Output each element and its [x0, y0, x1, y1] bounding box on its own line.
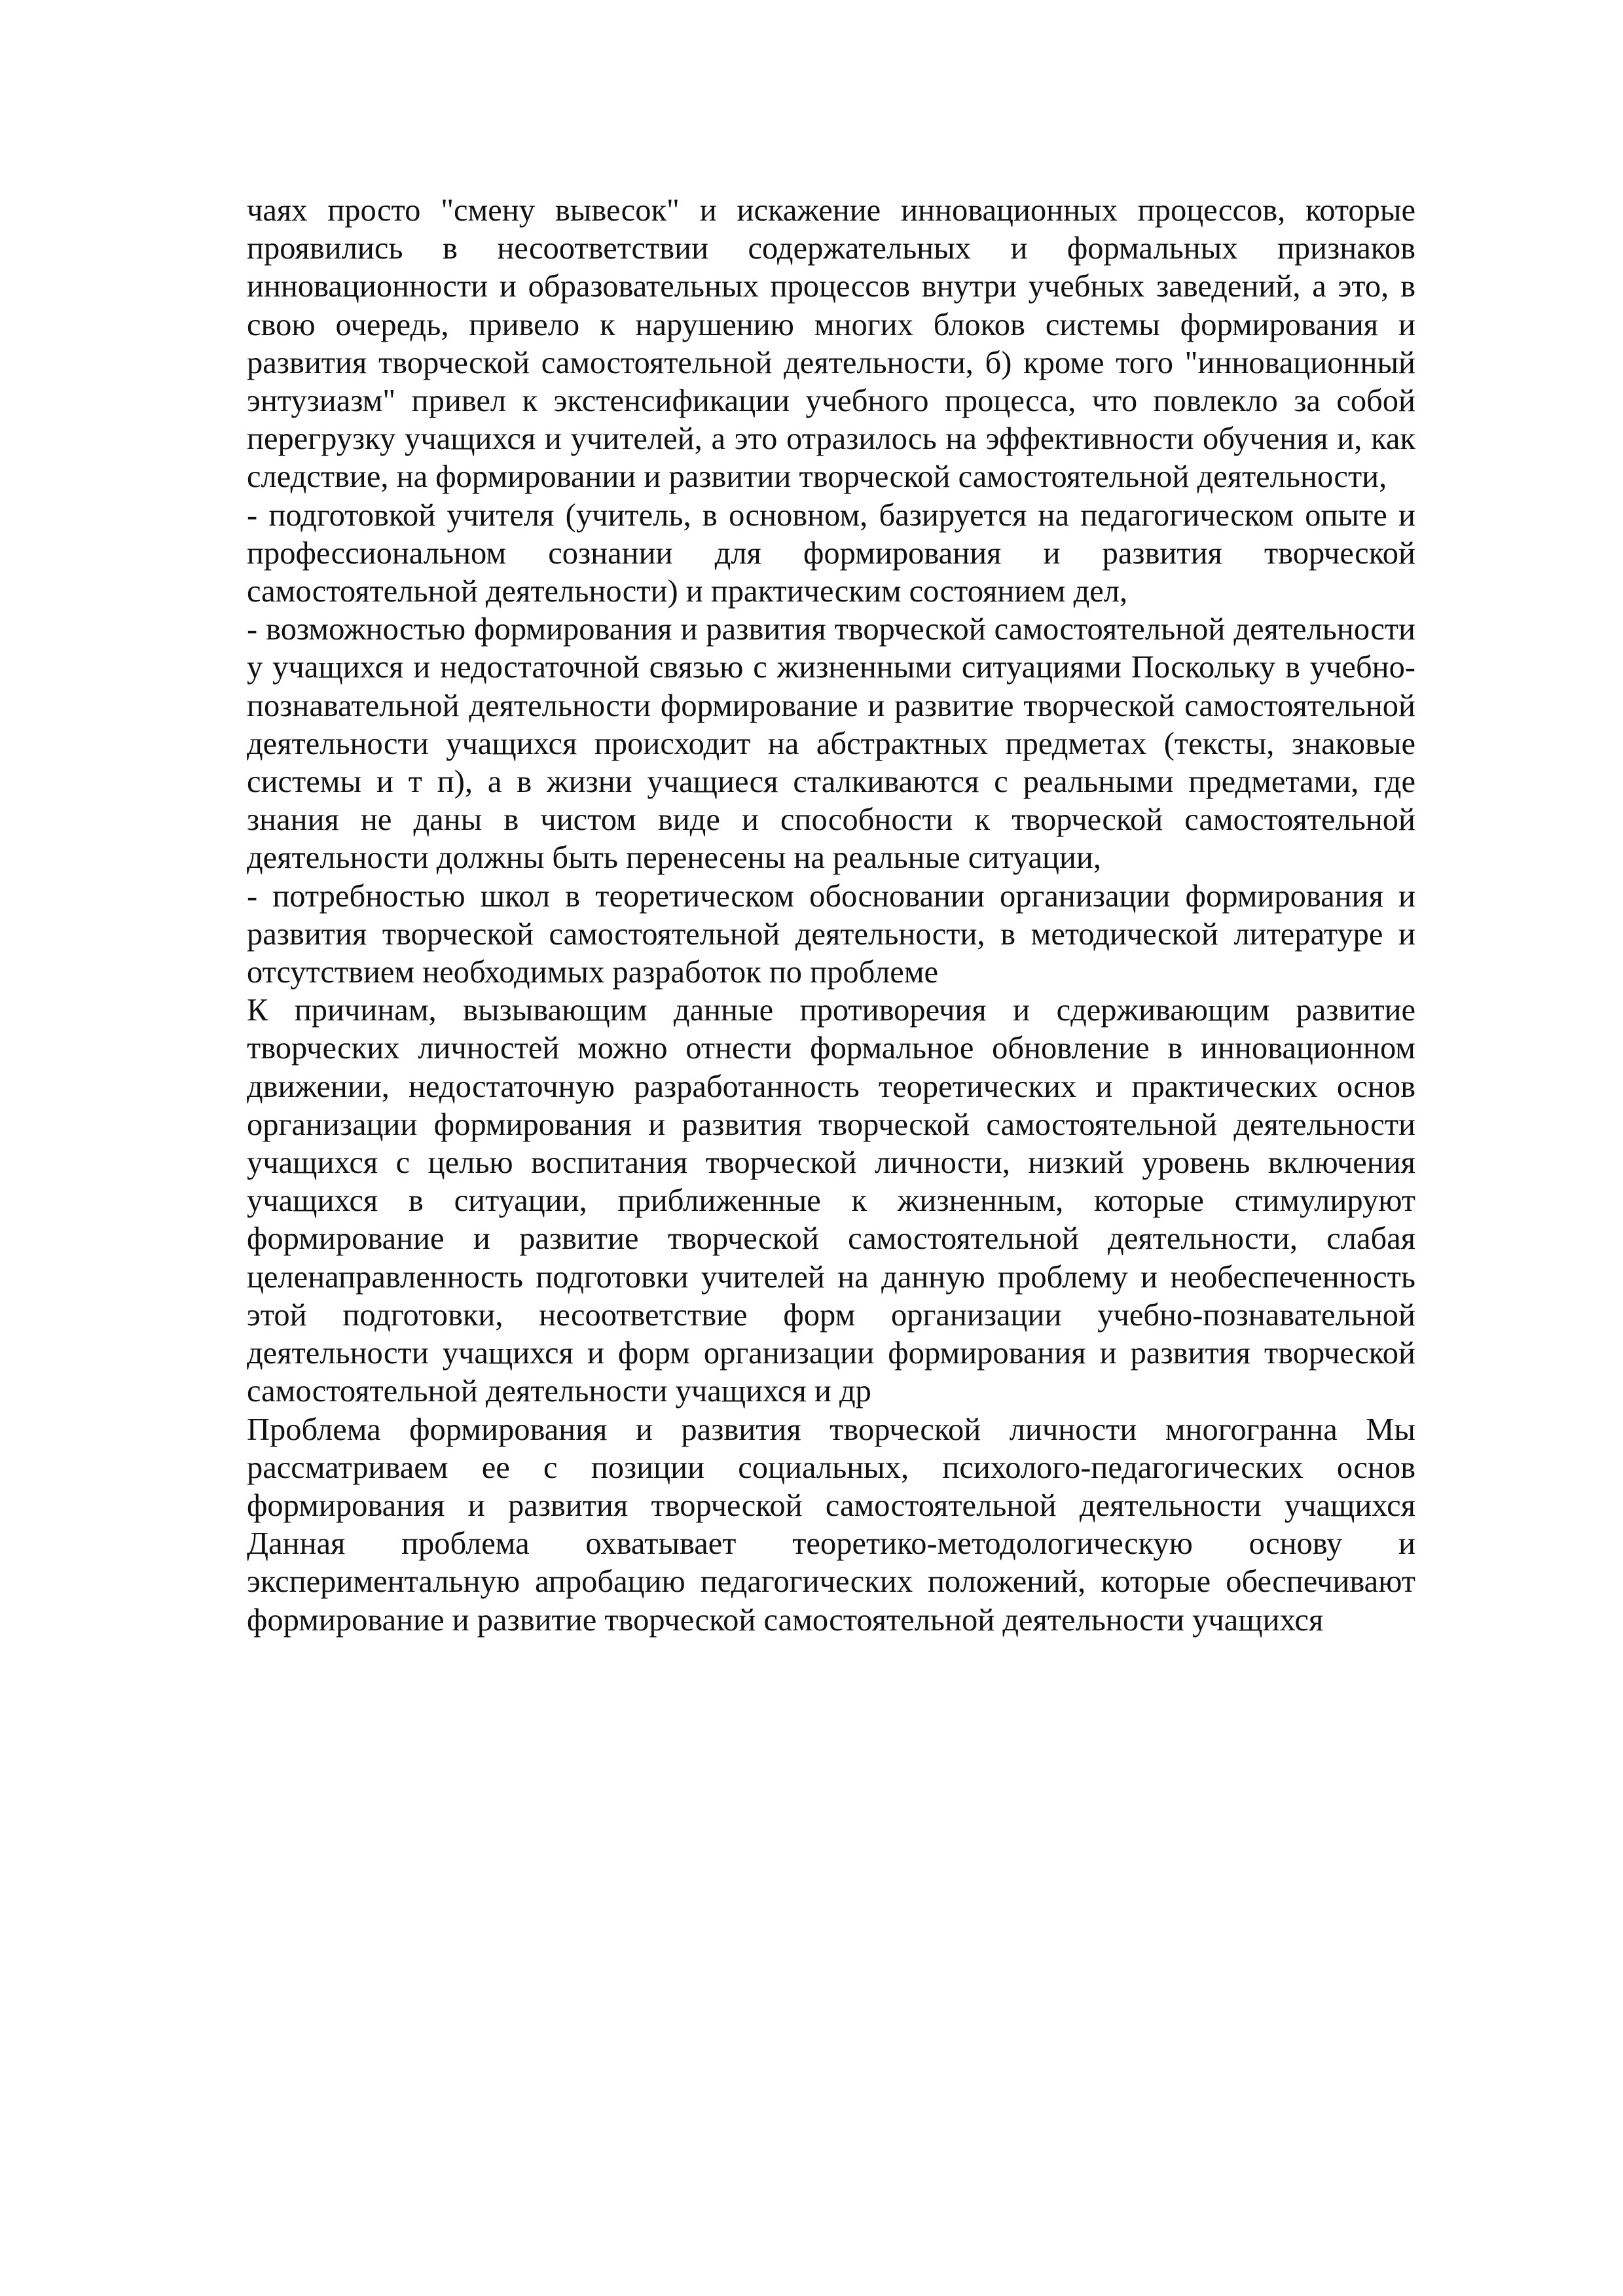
- body-text: [247, 192, 1415, 1640]
- paragraph-teacher-preparation: - подготовкой учителя (учитель, в основном, базируется на педагогическом опыте и профессиональном сознании для формирования и развития творческой самостоятельной деятельности) и практическим состоянием дел,: [247, 497, 1415, 609]
- paragraph-problem-statement: Проблема формирования и развития творческой личности многогранна Мы рассматриваем ее с позиции социальных, психолого-педагогических основ формирования и развития творческой самостоятельной деятельности учащихся Данная проблема охватывает теоретико-методологическую основу и экспериментальную апробацию педагогических положений, которые обеспечивают формирование и развитие творческой самостоятельной деятельности учащихся: [247, 1412, 1415, 1638]
- paragraph-life-situations: - возможностью формирования и развития творческой самостоятельной деятельности у учащихся и недостаточной связью с жизненными ситуациями Поскольку в учебно-познавательной деятельности формирование и развитие творческой самостоятельной деятельности учащихся происходит на абстрактных предметах (тексты, знаковые системы и т п), а в жизни учащиеся сталкиваются с реальными предметами, где знания не даны в чистом виде и способности к творческой самостоятельной деятельности должны быть перенесены на реальные ситуации,: [247, 612, 1415, 876]
- paragraph-innovation-distortion: чаях просто "смену вывесок" и искажение инновационных процессов, которые проявились в несоответствии содержательных и формальных признаков инновационности и образовательных процессов внутри учебных заведений, а это, в свою очередь, привело к нарушению многих блоков системы формирования и развития творческой самостоятельной деятельности, б) кроме того "инновационный энтузиазм" привел к экстенсификации учебного процесса, что повлекло за собой перегрузку учащихся и учителей, а это отразилось на эффективности обучения и, как следствие, на формировании и развитии творческой самостоятельной деятельности,: [247, 193, 1415, 495]
- paragraph-causes: К причинам, вызывающим данные противоречия и сдерживающим развитие творческих личностей можно отнести формальное обновление в инновационном движении, недостаточную разработанность теоретических и практических основ организации формирования и развития творческой самостоятельной деятельности учащихся с целью воспитания творческой личности, низкий уровень включения учащихся в ситуации, приближенные к жизненным, которые стимулируют формирование и развитие творческой самостоятельной деятельности, слабая целенаправленность подготовки учителей на данную проблему и необеспеченность этой подготовки, несоответствие форм организации учебно-познавательной деятельности учащихся и форм организации формирования и развития творческой самостоятельной деятельности учащихся и др: [247, 993, 1415, 1409]
- paragraph-school-needs: - потребностью школ в теоретическом обосновании организации формирования и развития творческой самостоятельной деятельности, в методической литературе и отсутствием необходимых разработок по проблеме: [247, 878, 1415, 990]
